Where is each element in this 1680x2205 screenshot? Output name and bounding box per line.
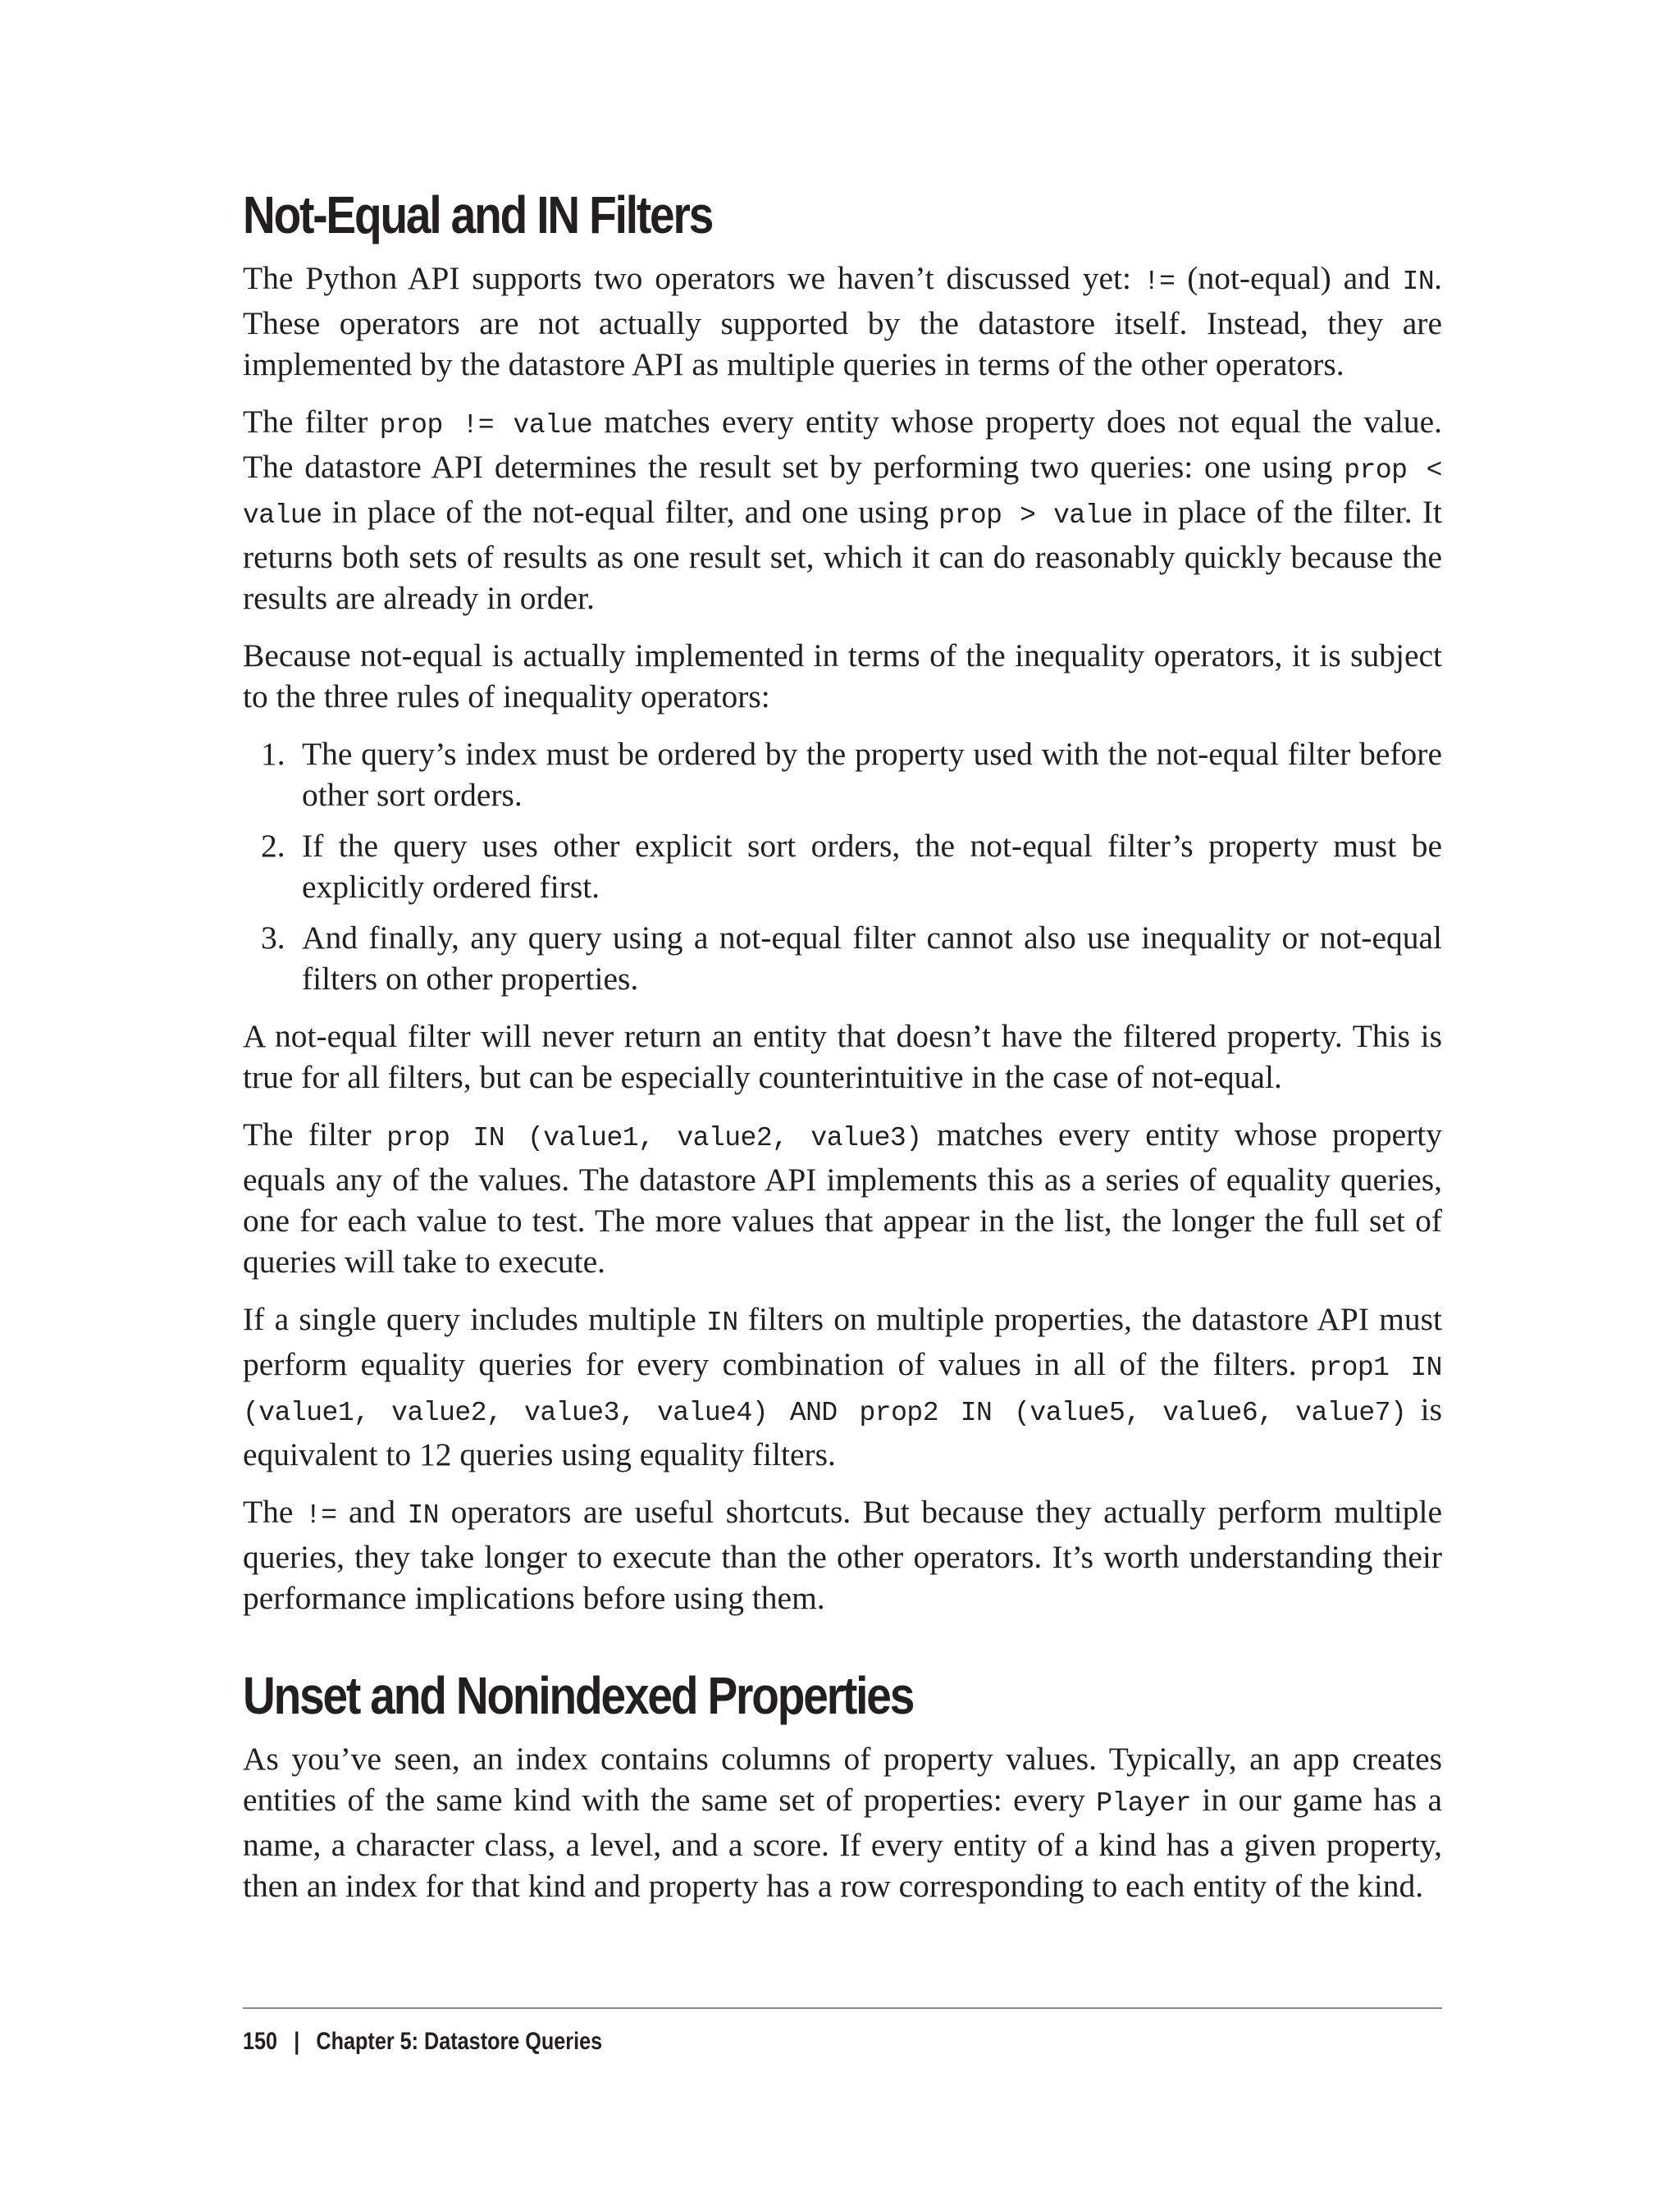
text-span: in our game has a name, a character class, a level, and a score. If every entity of a kind has a given property, then an index for that kind and property has a row corresponding to each entity of the kind.	[243, 1782, 1442, 1904]
text-span: matches every entity whose property does not equal the value. The datastore API determines the result set by performing two queries: one using	[243, 404, 1442, 485]
paragraph-index-columns	[243, 1738, 1442, 1906]
paragraph-not-equal-explanation	[243, 401, 1442, 619]
text-span: If a single query includes multiple	[243, 1301, 707, 1337]
paragraph-in-filter-explanation	[243, 1114, 1442, 1282]
paragraph-multiple-in-filters	[243, 1299, 1442, 1475]
footer-separator: |	[294, 2028, 300, 2055]
text-span: The filter	[243, 404, 380, 440]
code-in: IN	[1402, 267, 1435, 297]
text-span: (not-equal) and	[1175, 260, 1403, 296]
text-span: in place of the filter. It returns both sets of results as one result set, which it can do reasonably quickly because the results are already in order.	[243, 494, 1443, 616]
footer-text	[243, 2027, 1250, 2057]
section-heading-not-equal-in-filters: Not-Equal and IN Filters	[243, 185, 713, 244]
paragraph-operators-intro	[243, 258, 1442, 385]
paragraph-missing-property: A not-equal filter will never return an entity that doesn’t have the filtered property. This is true for all filters, but can be especially counterintuitive in the case of not-equal.	[243, 1018, 1442, 1095]
page-footer	[243, 2007, 1442, 2057]
section-heading-unset-nonindexed-properties: Unset and Nonindexed Properties	[243, 1666, 914, 1725]
list-item-number: 1.	[261, 736, 285, 772]
code-combined-in-query: prop1 IN (value1, value2, value3, value4) AND prop2 IN (value5, value6, value7)	[243, 1353, 1442, 1428]
paragraph-shortcuts-performance	[243, 1491, 1442, 1618]
text-span: operators are useful shortcuts. But because they actually perform multiple queries, they take longer to execute than the other operators. It’s worth understanding their performance implications before using them.	[243, 1494, 1442, 1616]
code-not-equal: !=	[304, 1500, 337, 1531]
text-span: As you’ve seen, an index contains columns of property values. Typically, an app creates entities of the same kind with the same set of properties: every	[243, 1741, 1442, 1818]
list-item-text: If the query uses other explicit sort orders, the not-equal filter’s property must be explicitly ordered first.	[302, 828, 1442, 905]
text-span: The filter	[243, 1116, 387, 1153]
text-span: is equivalent to 12 queries using equality filters.	[243, 1391, 1442, 1472]
list-item-number: 2.	[261, 828, 285, 864]
text-span: and	[336, 1494, 408, 1530]
list-item-text: And finally, any query using a not-equal filter cannot also use inequality or not-equal filters on other properties.	[302, 920, 1442, 997]
code-prop-not-equal-value: prop != value	[379, 410, 593, 441]
code-in: IN	[706, 1308, 738, 1338]
paragraph-inequality-rules-intro: Because not-equal is actually implemented in terms of the inequality operators, it is subject to the three rules of inequality operators:	[243, 637, 1442, 714]
code-in: IN	[407, 1500, 440, 1531]
text-span: in place of the not-equal filter, and one using	[322, 494, 939, 530]
text-span: The	[243, 1494, 305, 1530]
page-content	[243, 182, 1442, 1923]
list-item	[243, 733, 1442, 815]
list-item	[243, 917, 1442, 999]
text-span: The Python API supports two operators we haven’t discussed yet:	[243, 260, 1144, 296]
text-span: filters on multiple properties, the datastore API must perform equality queries for every combination of values in all of the filters.	[243, 1301, 1442, 1382]
code-prop-less-than-value: prop < value	[243, 455, 1442, 531]
code-player: Player	[1096, 1788, 1192, 1819]
list-item-text: The query’s index must be ordered by the property used with the not-equal filter before other sort orders.	[302, 736, 1442, 813]
text-span: . These operators are not actually supported by the datastore itself. Instead, they are implemented by the datastore API as multiple queries in terms of the other operators.	[243, 260, 1442, 382]
page-number: 150	[243, 2028, 278, 2055]
code-prop-in-values: prop IN (value1, value2, value3)	[386, 1123, 922, 1153]
code-prop-greater-than-value: prop > value	[938, 500, 1133, 531]
chapter-title: Chapter 5: Datastore Queries	[316, 2028, 603, 2055]
list-item	[243, 825, 1442, 907]
inequality-rules-list	[243, 733, 1442, 999]
code-not-equal: !=	[1143, 267, 1176, 297]
text-span: matches every entity whose property equals any of the values. The datastore API implements this as a series of equality queries, one for each value to test. The more values that appear in the list, the longer the full set of queries will take to execute.	[243, 1116, 1443, 1280]
list-item-number: 3.	[261, 920, 285, 956]
